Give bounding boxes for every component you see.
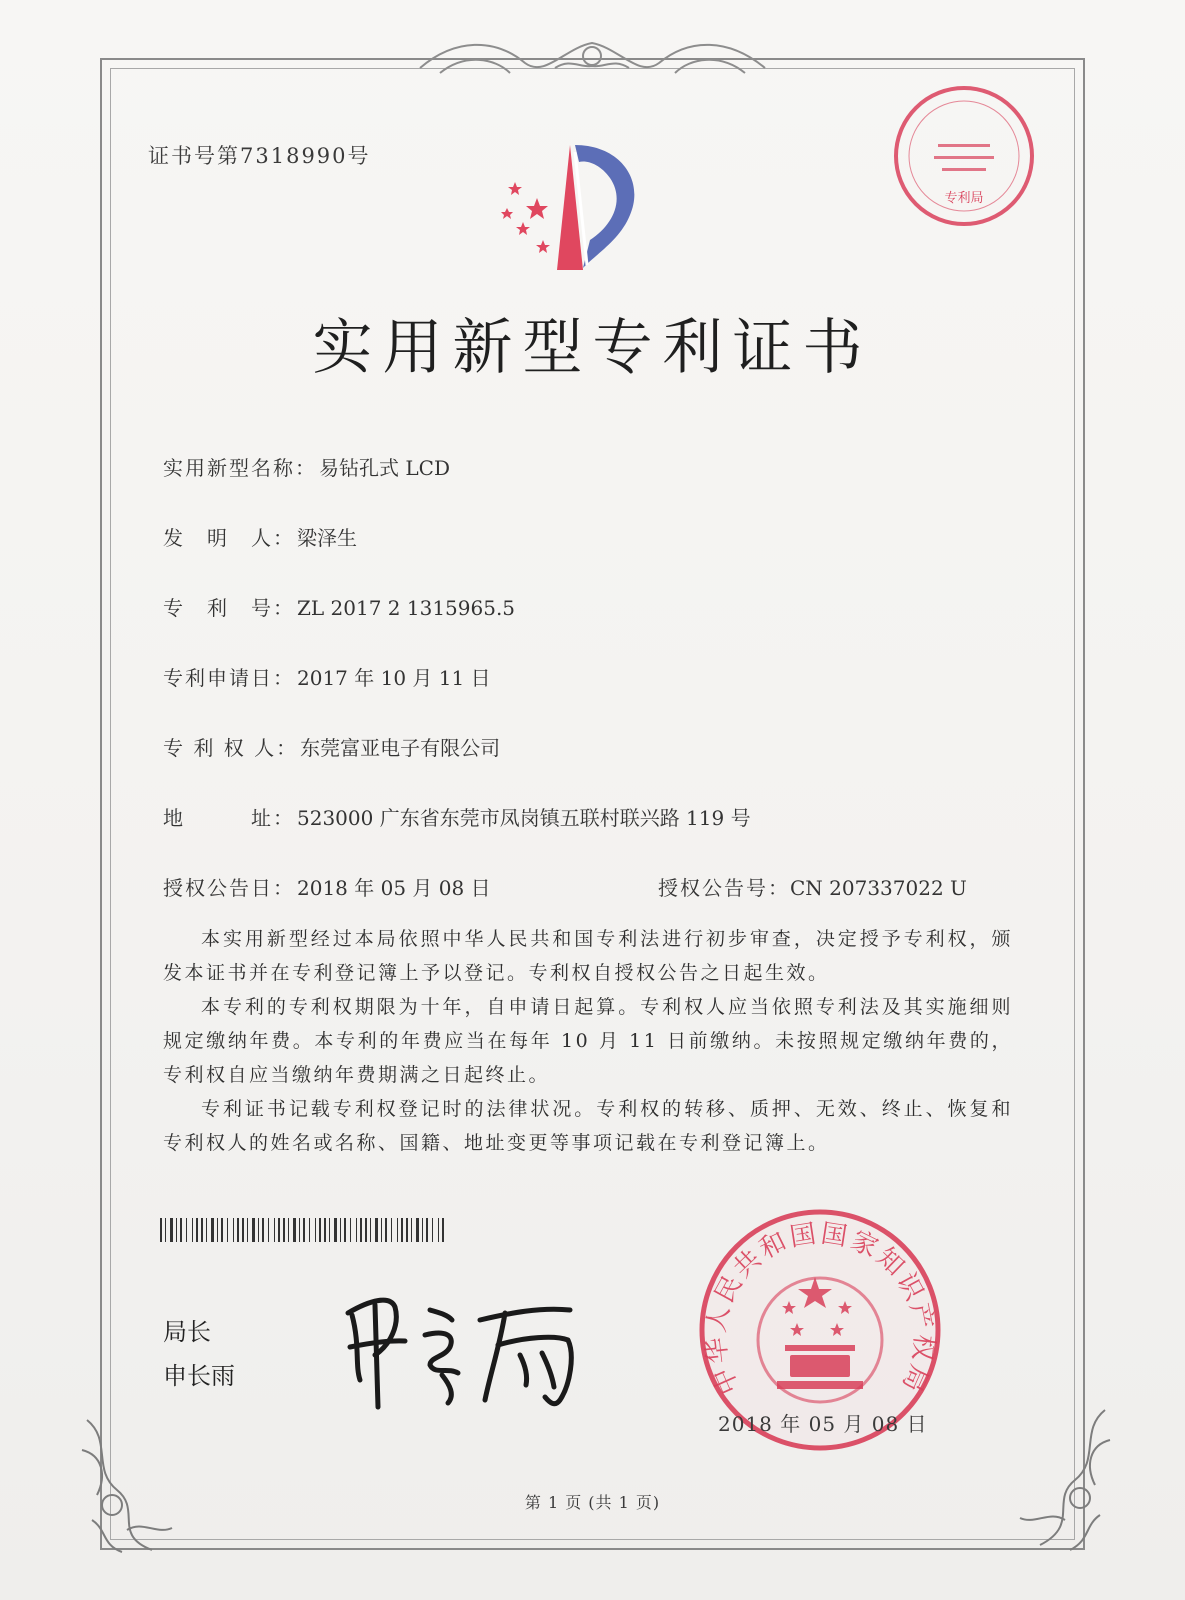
barcode-bar [227, 1218, 228, 1242]
barcode-bar [303, 1218, 305, 1242]
barcode-bar [160, 1218, 162, 1242]
patent-number-value: ZL 2017 2 1315965.5 [297, 596, 516, 620]
grant-number-value: CN 207337022 U [790, 876, 967, 900]
inventor-row [163, 522, 357, 551]
barcode-bar [442, 1218, 444, 1242]
barcode-bar [340, 1218, 341, 1242]
barcode-bar [206, 1218, 207, 1242]
barcode-bar [381, 1218, 382, 1242]
bottom-right-ornament-icon [1010, 1400, 1120, 1560]
certificate-title: 实用新型专利证书 [312, 313, 873, 383]
barcode-bar [370, 1218, 371, 1242]
director-signature [330, 1285, 600, 1415]
barcode-bar [426, 1218, 428, 1242]
barcode-bar [237, 1218, 239, 1242]
barcode-bar [360, 1218, 362, 1242]
barcode-bar [252, 1218, 255, 1242]
barcode-bar [438, 1218, 439, 1242]
body-paragraph-1: 本实用新型经过本局依照中华人民共和国专利法进行初步审查，决定授予专利权，颁发本证书并在专利登记簿上予以登记。专利权自授权公告之日起生效。 [163, 928, 1013, 984]
address-row [163, 802, 751, 831]
application-date-value: 2017 年 10 月 11 日 [297, 666, 491, 690]
barcode-bar [401, 1218, 403, 1242]
address-value: 523000 广东省东莞市凤岗镇五联村联兴路 119 号 [297, 806, 751, 830]
barcode-bar [406, 1218, 408, 1242]
grant-number-row [658, 872, 967, 901]
barcode-bar [334, 1218, 337, 1242]
grant-number-label: 授权公告号： [658, 876, 790, 900]
barcode-bar [356, 1218, 357, 1242]
barcode-bar [422, 1218, 423, 1242]
body-paragraph-2: 本专利的专利权期限为十年，自申请日起算。专利权人应当依照专利法及其实施细则规定缴纳年费。本专利的年费应当在每年 10 月 11 日前缴纳。未按照规定缴纳年费的，专利权自应当缴纳年费期满之日起终止。 [163, 996, 1013, 1086]
grant-date-row [163, 872, 491, 901]
barcode-bar [283, 1218, 285, 1242]
barcode-bar [416, 1218, 419, 1242]
barcode-bar [165, 1218, 166, 1242]
barcode-bar [221, 1218, 223, 1242]
barcode-bar [196, 1218, 198, 1242]
barcode-bar [309, 1218, 310, 1242]
barcode-bar [258, 1218, 259, 1242]
application-date-label: 专利申请日： [163, 666, 295, 690]
utility-model-name-row [163, 452, 450, 481]
grant-date-label: 授权公告日： [163, 876, 295, 900]
barcode-bar [247, 1218, 248, 1242]
barcode-bar [293, 1218, 296, 1242]
utility-model-name-label: 实用新型名称： [163, 456, 317, 480]
page-indicator: 第 1 页 (共 1 页) [524, 1493, 661, 1512]
barcode-bar [397, 1218, 398, 1242]
body-paragraph-3: 专利证书记载专利权登记时的法律状况。专利权的转移、质押、无效、终止、恢复和专利权人的姓名或名称、国籍、地址变更等事项记载在专利登记簿上。 [163, 1098, 1013, 1154]
barcode-bar [211, 1218, 214, 1242]
barcode-bar [385, 1218, 387, 1242]
barcode-bar [217, 1218, 218, 1242]
official-seal-text: 中华人民共和国国家知识产权局 [701, 1218, 939, 1399]
application-date-row [163, 662, 491, 691]
barcode-bar [278, 1218, 280, 1242]
director-name: 申长雨 [163, 1362, 235, 1390]
barcode-bar [391, 1218, 392, 1242]
barcode-bar [192, 1218, 193, 1242]
inventor-label: 发 明 人： [163, 526, 295, 550]
director-title: 局长 [163, 1318, 211, 1346]
barcode-bar [180, 1218, 182, 1242]
barcode-bar [319, 1218, 321, 1242]
barcode-bar [315, 1218, 316, 1242]
barcode-bar [288, 1218, 289, 1242]
barcode-bar [176, 1218, 177, 1242]
barcode-bar [201, 1218, 203, 1242]
utility-model-name-value: 易钻孔式 LCD [319, 456, 450, 480]
barcode-bar [411, 1218, 412, 1242]
barcode-bar [375, 1218, 378, 1242]
top-right-seal-icon [890, 82, 1038, 230]
patent-number-label: 专 利 号： [163, 596, 295, 620]
address-label: 地 址： [163, 806, 295, 830]
top-seal-text: 专利局 [944, 191, 984, 206]
patentee-label: 专 利 权 人： [163, 736, 299, 760]
patentee-row [163, 732, 500, 761]
top-ornament-icon [415, 28, 770, 88]
seal-date: 2018 年 05 月 08 日 [718, 1412, 928, 1436]
bottom-left-ornament-icon [72, 1410, 182, 1560]
barcode-bar [299, 1218, 300, 1242]
certificate-number: 证书号第7318990号 [148, 144, 371, 168]
grant-date-value: 2018 年 05 月 08 日 [297, 876, 491, 900]
barcode-icon [160, 1218, 445, 1242]
barcode-bar [242, 1218, 244, 1242]
barcode-bar [350, 1218, 351, 1242]
barcode-bar [344, 1218, 346, 1242]
barcode-bar [170, 1218, 173, 1242]
patent-office-emblem-icon [495, 140, 645, 275]
barcode-bar [365, 1218, 367, 1242]
patentee-value: 东莞富亚电子有限公司 [300, 736, 501, 760]
barcode-bar [329, 1218, 330, 1242]
patent-number-row [163, 592, 515, 621]
barcode-bar [268, 1218, 269, 1242]
barcode-bar [186, 1218, 187, 1242]
barcode-bar [233, 1218, 234, 1242]
barcode-bar [324, 1218, 326, 1242]
barcode-bar [274, 1218, 275, 1242]
barcode-bar [432, 1218, 433, 1242]
inventor-value: 梁泽生 [297, 526, 357, 550]
barcode-bar [262, 1218, 264, 1242]
